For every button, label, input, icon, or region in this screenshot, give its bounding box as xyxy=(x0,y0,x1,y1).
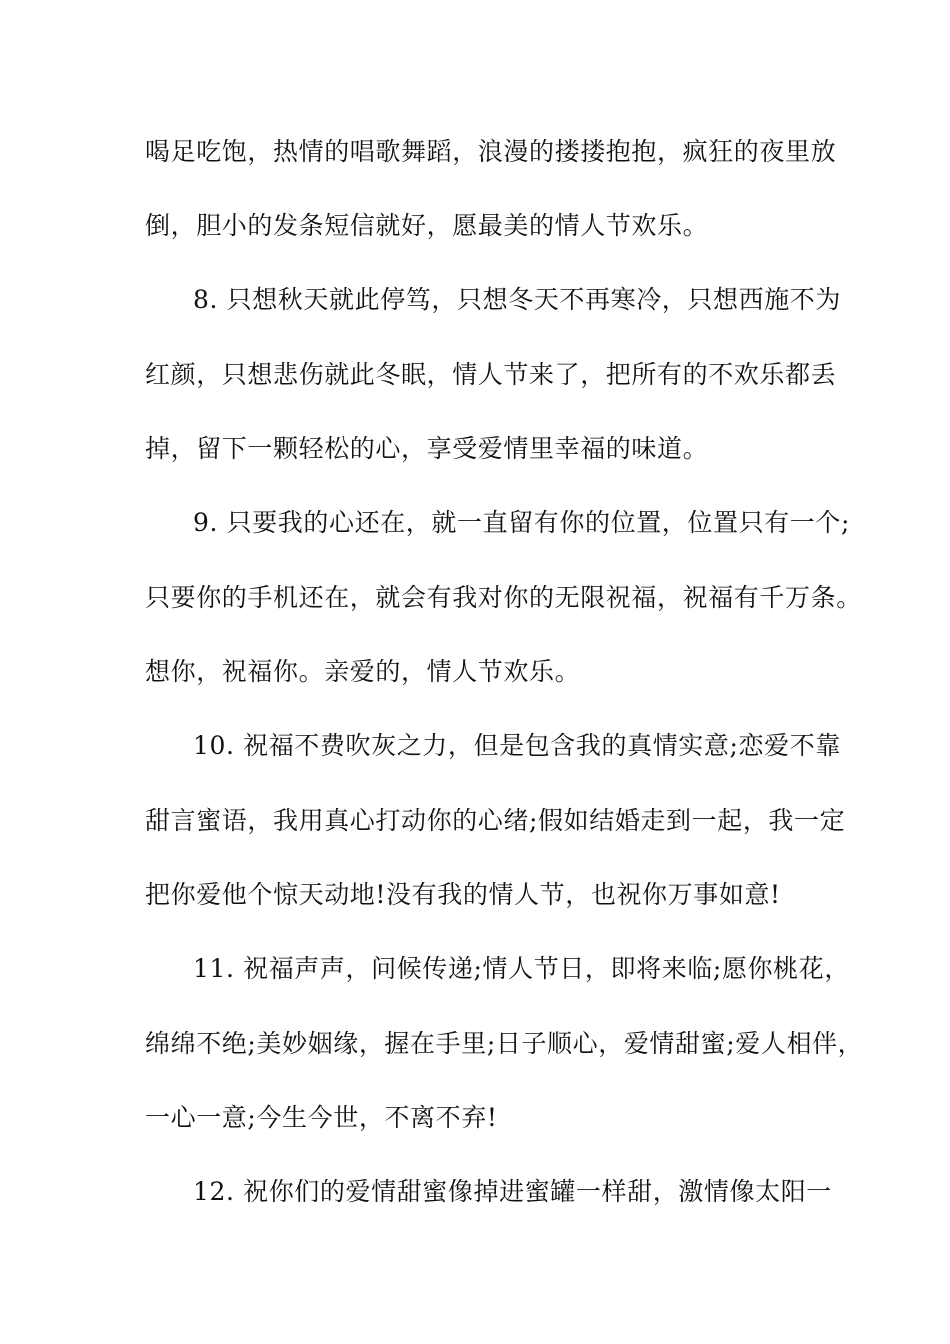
text-line: 红颜，只想悲伤就此冬眠，情人节来了，把所有的不欢乐都丢 xyxy=(145,360,837,389)
text-line: 喝足吃饱，热情的唱歌舞蹈，浪漫的搂搂抱抱，疯狂的夜里放 xyxy=(145,137,837,166)
paragraph-start-line: 12. 祝你们的爱情甜蜜像掉进蜜罐一样甜，激情像太阳一 xyxy=(193,1177,832,1206)
text-line: 一心一意;今生今世，不离不弃! xyxy=(145,1103,498,1132)
text-line: 绵绵不绝;美妙姻缘，握在手里;日子顺心，爱情甜蜜;爱人相伴， xyxy=(145,1029,864,1058)
paragraph-start-line: 9. 只要我的心还在，就一直留有你的位置，位置只有一个; xyxy=(193,508,851,537)
paragraph-start-line: 8. 只想秋天就此停笃，只想冬天不再寒冷，只想西施不为 xyxy=(193,285,842,314)
text-line: 掉，留下一颗轻松的心，享受爱情里幸福的味道。 xyxy=(145,434,709,463)
text-line: 只要你的手机还在，就会有我对你的无限祝福，祝福有千万条。 xyxy=(145,583,862,612)
text-line: 倒，胆小的发条短信就好，愿最美的情人节欢乐。 xyxy=(145,211,709,240)
paragraph-start-line: 10. 祝福不费吹灰之力，但是包含我的真情实意;恋爱不靠 xyxy=(193,731,841,760)
text-line: 甜言蜜语，我用真心打动你的心绪;假如结婚走到一起，我一定 xyxy=(145,806,846,835)
text-line: 把你爱他个惊天动地!没有我的情人节，也祝你万事如意! xyxy=(145,880,781,909)
text-line: 想你，祝福你。亲爱的，情人节欢乐。 xyxy=(145,657,581,686)
paragraph-start-line: 11. 祝福声声，问候传递;情人节日，即将来临;愿你桃花， xyxy=(193,954,850,983)
